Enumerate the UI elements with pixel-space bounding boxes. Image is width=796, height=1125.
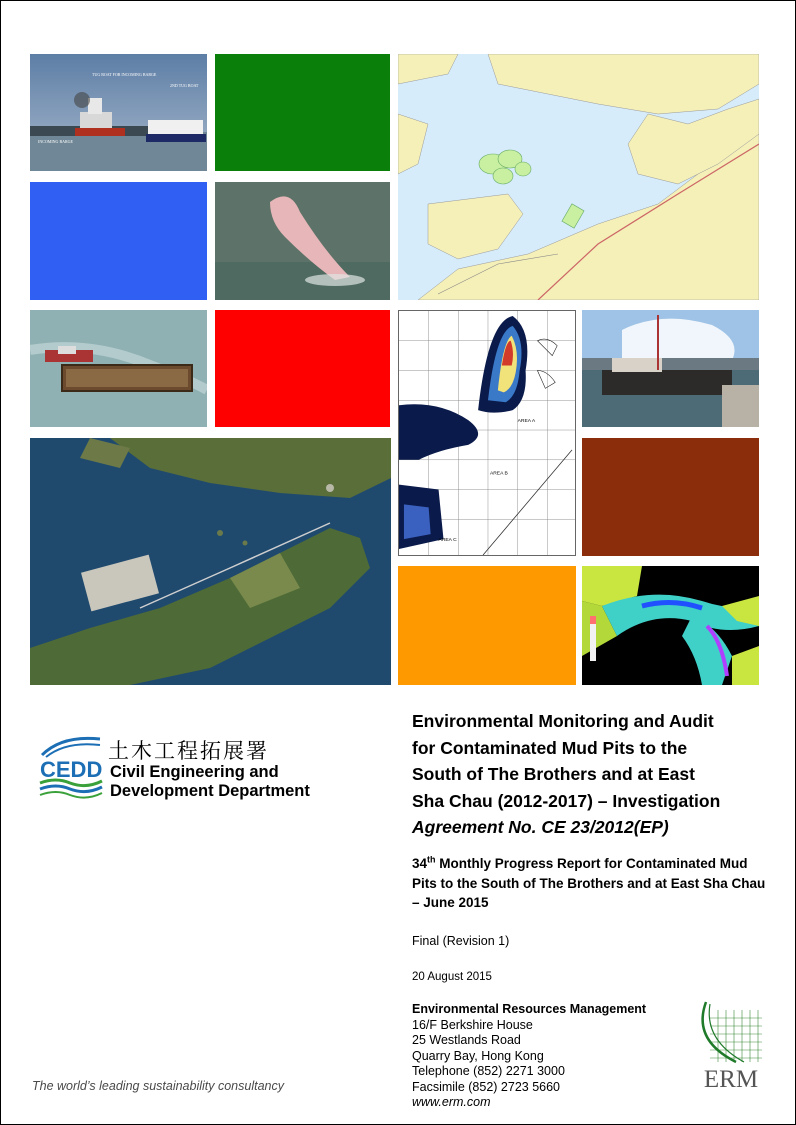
area-c-label: AREA C: [438, 538, 457, 544]
tug-label: TUG BOAT FOR INCOMING BARGE: [92, 72, 157, 77]
cedd-logo: [38, 733, 338, 803]
report-subtitle: [412, 854, 772, 913]
subtitle-ordinal: 34: [412, 856, 428, 871]
subtitle-ordinal-suffix: th: [427, 854, 436, 865]
color-block-red: [215, 310, 390, 427]
erm-logo: [696, 1000, 766, 1096]
report-title-block: [412, 708, 772, 841]
color-block-green: [215, 54, 390, 171]
cedd-abbreviation: CEDD: [40, 757, 103, 782]
consultant-tagline: The world’s leading sustainability consultancy: [32, 1079, 284, 1093]
photo-barge-aerial: [30, 310, 207, 427]
erm-logo-text: ERM: [703, 1066, 759, 1093]
map-street-overview: [398, 54, 759, 300]
cedd-chinese-name: 土木工程拓展署: [108, 739, 269, 763]
map-model-output: [582, 566, 759, 685]
color-block-orange: [398, 566, 576, 685]
report-date: 20 August 2015: [412, 971, 492, 983]
cedd-name-line2: Development Department: [110, 782, 310, 800]
barge-label: INCOMING BARGE: [38, 139, 73, 144]
report-revision: Final (Revision 1): [412, 934, 510, 948]
facsimile: Facsimile (852) 2723 5660: [412, 1079, 560, 1094]
erm-grid-leaf-icon: [696, 1000, 766, 1066]
address-line2: 25 Westlands Road: [412, 1033, 521, 1047]
photo-fishing-boat: [582, 310, 759, 427]
subtitle-text: Monthly Progress Report for Contaminated Mud Pits to the South of The Brothers and at East Sha Chau – June 2015: [412, 856, 766, 910]
photo-dolphin: [215, 182, 390, 300]
cedd-name-line1: Civil Engineering and: [110, 763, 279, 781]
photo-aerial-lantau: [30, 438, 391, 685]
consultant-name: Environmental Resources Management: [412, 1002, 647, 1016]
report-title-line3: South of The Brothers and at East: [412, 764, 695, 784]
area-a-label: AREA A: [517, 419, 536, 425]
agreement-number: Agreement No. CE 23/2012(EP): [412, 817, 669, 837]
address-line3: Quarry Bay, Hong Kong: [412, 1048, 544, 1063]
address-line1: 16/F Berkshire House: [412, 1017, 533, 1032]
report-title-line4: Sha Chau (2012-2017) – Investigation: [412, 790, 721, 811]
website-link[interactable]: www.erm.com: [412, 1095, 491, 1109]
area-b-label: AREA B: [489, 471, 508, 477]
map-contour-mud-pits: [398, 310, 576, 556]
report-title-line1: Environmental Monitoring and Audit: [412, 711, 714, 731]
telephone: Telephone (852) 2271 3000: [412, 1064, 565, 1078]
color-block-brown: [582, 438, 759, 556]
cedd-full-name: [110, 763, 310, 801]
photo-tug-boats: [30, 54, 207, 171]
second-tug-label: 2ND TUG BOAT: [170, 83, 199, 88]
report-title-line2: for Contaminated Mud Pits to the: [412, 737, 688, 758]
color-block-blue: [30, 182, 207, 300]
consultant-contact: [412, 1002, 646, 1111]
